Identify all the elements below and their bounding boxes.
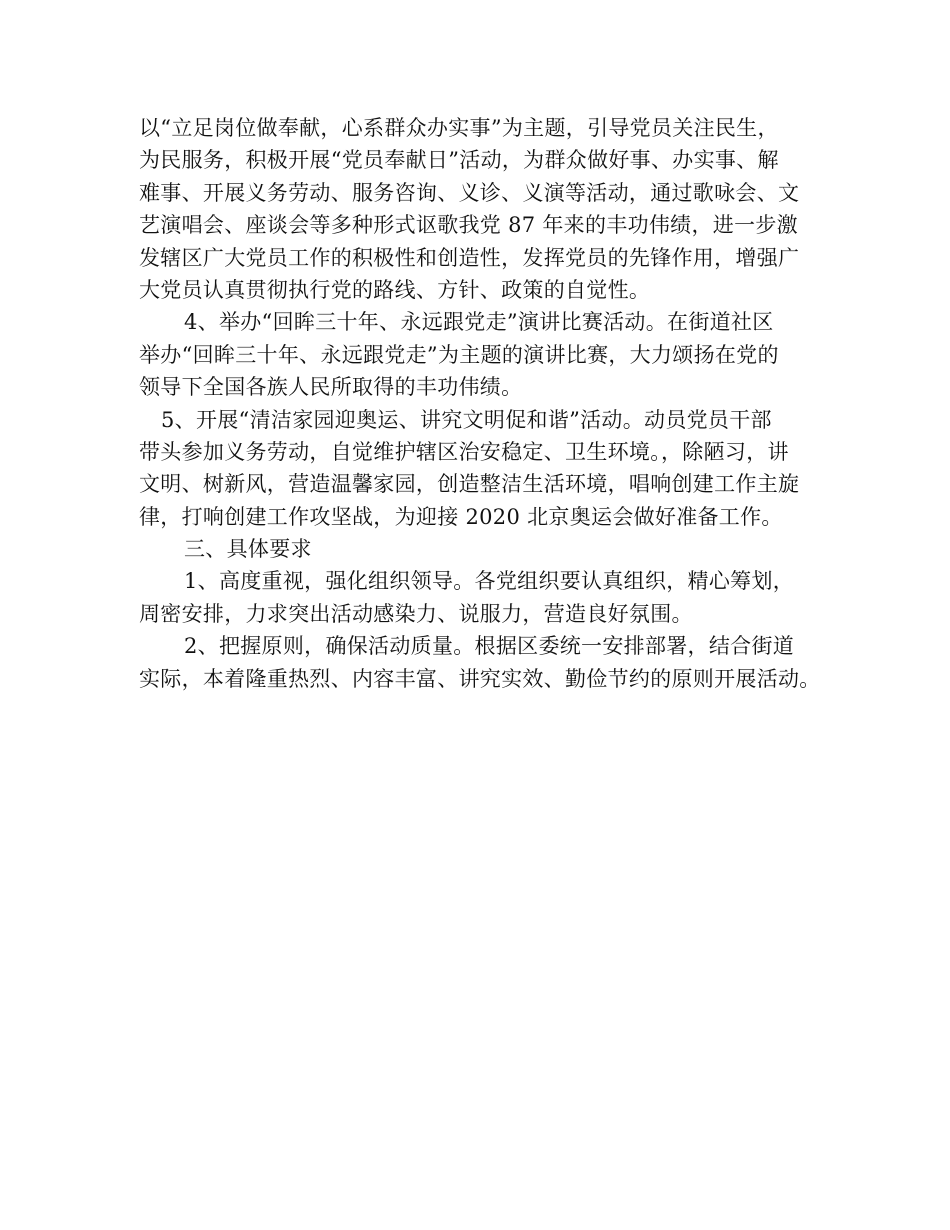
requirement-2-line: 2、把握原则，确保活动质量。根据区委统一安排部署，结合街道 [184,634,795,659]
item-4-line: 4、举办“回眸三十年、永远跟党走”演讲比赛活动。在街道社区 [184,310,774,335]
body-line: 举办“回眸三十年、永远跟党走”为主题的演讲比赛，大力颂扬在党的 [139,342,779,367]
body-line: 周密安排，力求突出活动感染力、说服力，营造良好氛围。 [139,601,693,626]
requirement-1-line: 1、高度重视，强化组织领导。各党组织要认真组织，精心筹划， [184,569,795,594]
section-heading: 三、具体要求 [184,537,312,562]
body-line: 领导下全国各族人民所取得的丰功伟绩。 [139,375,523,400]
body-line: 以“立足岗位做奉献，心系群众办实事”为主题，引导党员关注民生， [139,116,779,140]
body-line: 难事、开展义务劳动、服务咨询、义诊、义演等活动，通过歌咏会、文 [139,180,800,205]
body-line: 为民服务，积极开展“党员奉献日”活动，为群众做好事、办实事、解 [139,148,779,173]
body-line: 艺演唱会、座谈会等多种形式讴歌我党 87 年来的丰功伟绩，进一步激 [139,213,798,238]
body-line: 律，打响创建工作攻坚战，为迎接 2020 北京奥运会做好准备工作。 [139,504,783,529]
body-line: 带头参加义务劳动，自觉维护辖区治安稳定、卫生环境。，除陋习，讲 [139,439,789,464]
body-line: 文明、树新风，营造温馨家园，创造整洁生活环境，唱响创建工作主旋 [139,472,800,497]
item-5-line: 5、开展“清洁家园迎奥运、讲究文明促和谐”活动。动员党员干部 [161,407,772,432]
document-body [139,112,839,695]
body-line: 发辖区广大党员工作的积极性和创造性，发挥党员的先锋作用，增强广 [139,245,800,270]
body-line: 大党员认真贯彻执行党的路线、方针、政策的自觉性。 [139,277,651,302]
body-line: 实际，本着隆重热烈、内容丰富、讲究实效、勤俭节约的原则开展活动。 [139,666,821,691]
